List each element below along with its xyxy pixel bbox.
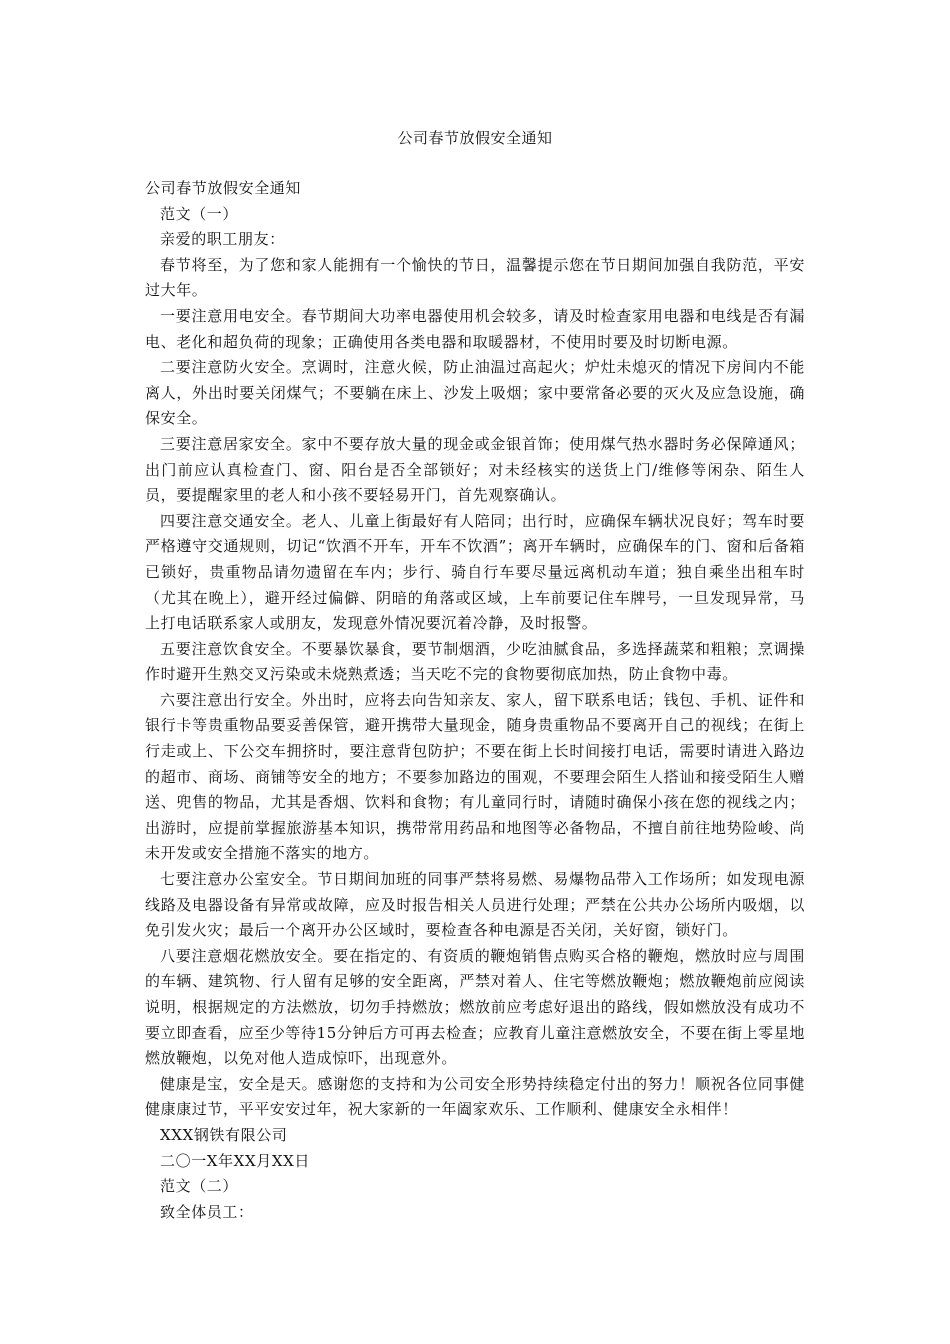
electric-safety-paragraph: 一要注意用电安全。春节期间大功率电器使用机会较多，请及时检查家用电器和电线是否有漏电、老化和超负荷的现象；正确使用各类电器和取暖器材，不使用时要及时切断电源。 [145, 306, 805, 351]
signature-date: 二〇一X年XX月XX日 [160, 1151, 310, 1170]
office-safety-paragraph: 七要注意办公室安全。节日期间加班的同事严禁将易燃、易爆物品带入工作场所；如发现电源线路及电器设备有异常或故障，应及时报告相关人员进行处理；严禁在公共办公场所内吸烟，以免引发火灾；最后一个离开办公区域时，要检查各种电源是否关闭，关好窗，锁好门。 [145, 870, 805, 940]
firework-safety-paragraph: 八要注意烟花燃放安全。要在指定的、有资质的鞭炮销售点购买合格的鞭炮，燃放时应与周围的车辆、建筑物、行人留有足够的安全距离，严禁对着人、住宅等燃放鞭炮；燃放鞭炮前应阅读说明，根据规定的方法燃放，切勿手持燃放；燃放前应考虑好退出的路线，假如燃放没有成功不要立即查看，应至少等待15分钟后方可再去检查；应教育儿童注意燃放安全，不要在街上零星地燃放鞭炮，以免对他人造成惊吓，出现意外。 [145, 946, 805, 1068]
document-title: 公司春节放假安全通知 [397, 129, 553, 147]
home-safety-paragraph: 三要注意居家安全。家中不要存放大量的现金或金银首饰；使用煤气热水器时务必保障通风；出门前应认真检查门、窗、阳台是否全部锁好；对未经核实的送货上门/维修等闲杂、陌生人员，要提醒家里的老人和小孩不要轻易开门，首先观察确认。 [145, 434, 805, 505]
body-heading: 公司春节放假安全通知 [145, 179, 302, 197]
company-signature: XXX钢铁有限公司 [160, 1125, 288, 1144]
closing-paragraph: 健康是宝，安全是天。感谢您的支持和为公司安全形势持续稳定付出的努力！顺祝各位同事健健康康过节，平平安安过年，祝大家新的一年阖家欢乐、工作顺利、健康安全永相伴！ [145, 1074, 805, 1119]
second-salutation: 致全体员工： [160, 1202, 254, 1221]
fire-safety-paragraph: 二要注意防火安全。烹调时，注意火候，防止油温过高起火；炉灶未熄灭的情况下房间内不能离人，外出时要关闭煤气；不要躺在床上、沙发上吸烟；家中要常备必要的灭火及应急设施，确保安全。 [145, 358, 805, 428]
traffic-safety-paragraph: 四要注意交通安全。老人、儿童上街最好有人陪同；出行时，应确保车辆状况良好；驾车时要严格遵守交通规则，切记“饮酒不开车，开车不饮酒”；离开车辆时，应确保车的门、窗和后备箱已锁好，贵重物品请勿遗留在车内；步行、骑自行车要尽量远离机动车道；独自乘坐出租车时（尤其在晚上），避开经过偏僻、阴暗的角落或区域，上车前要记住车牌号，一旦发现异常，马上打电话联系家人或朋友，发现意外情况要沉着冷静，及时报警。 [145, 511, 805, 633]
intro-paragraph: 春节将至，为了您和家人能拥有一个愉快的节日，温馨提示您在节日期间加强自我防范，平安过大年。 [145, 255, 805, 300]
food-safety-paragraph: 五要注意饮食安全。不要暴饮暴食，要节制烟酒，少吃油腻食品，多选择蔬菜和粗粮；烹调操作时避开生熟交叉污染或未烧熟煮透；当天吃不完的食物要彻底加热，防止食物中毒。 [145, 639, 805, 684]
sample-label-two: 范文（二） [160, 1177, 239, 1196]
salutation: 亲爱的职工朋友： [160, 230, 285, 249]
document-body [145, 176, 805, 1225]
sample-label-one: 范文（一） [160, 204, 239, 223]
travel-safety-paragraph: 六要注意出行安全。外出时，应将去向告知亲友、家人，留下联系电话；钱包、手机、证件和银行卡等贵重物品要妥善保管，避开携带大量现金，随身贵重物品不要离开自己的视线；在街上行走或上、下公交车拥挤时，要注意背包防护；不要在街上长时间接打电话，需要时请进入路边的超市、商场、商铺等安全的地方；不要参加路边的围观，不要理会陌生人搭讪和接受陌生人赠送、兜售的物品，尤其是香烟、饮料和食物；有儿童同行时，请随时确保小孩在您的视线之内；出游时，应提前掌握旅游基本知识，携带常用药品和地图等必备物品，不擅自前往地势险峻、尚未开发或安全措施不落实的地方。 [145, 690, 805, 863]
